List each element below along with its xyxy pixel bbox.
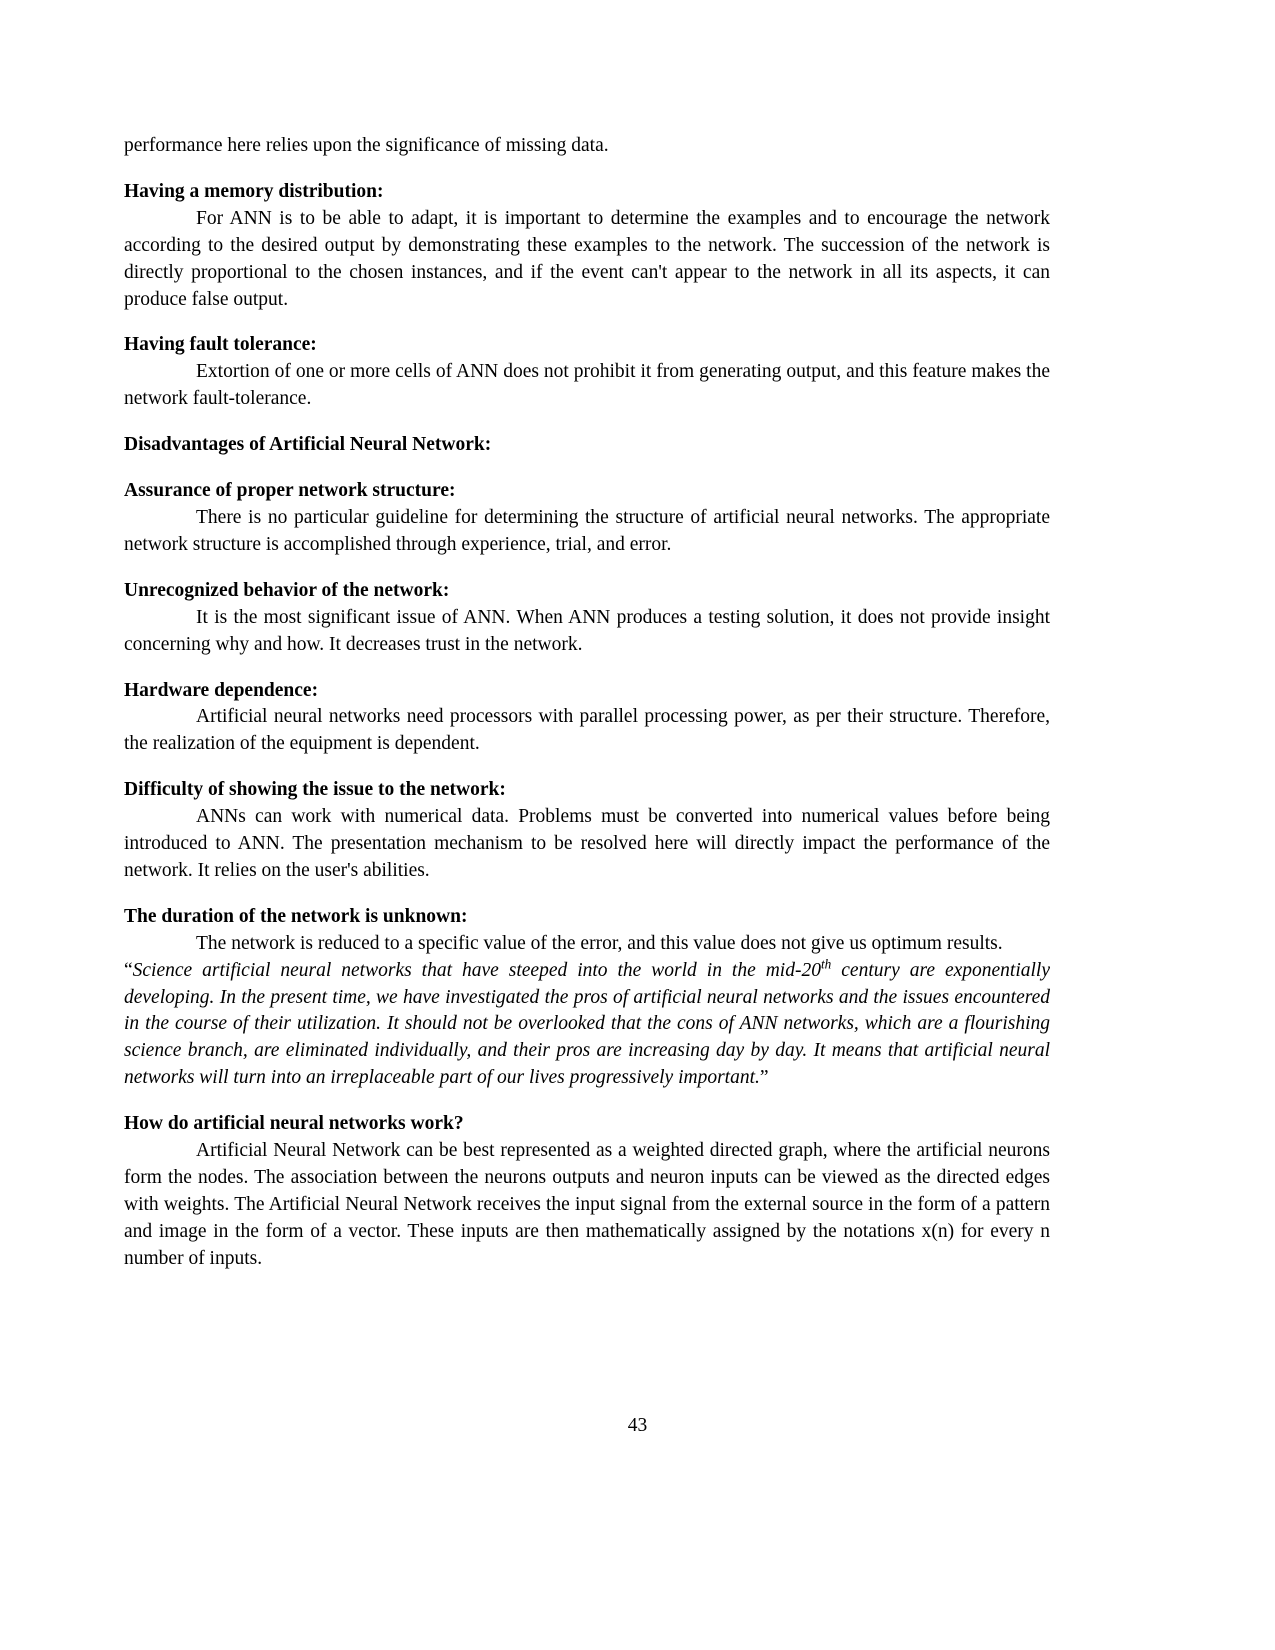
section-body: The network is reduced to a specific value of the error, and this value does not give us optimum results. (196, 932, 1003, 954)
section-heading: Assurance of proper network structure: (124, 480, 456, 502)
section-heading: Having a memory distribution: (124, 180, 384, 202)
quote-part1: Science artificial neural networks that have steeped into the world in the mid-20 (132, 959, 821, 981)
disadvantage-network-structure (124, 478, 1050, 559)
disadvantage-showing-issue (124, 777, 1050, 885)
section-body: Artificial Neural Network can be best represented as a weighted directed graph, where the artificial neurons form the nodes. The association between the neurons outputs and neuron inputs can be viewed as the directed edges with weights. The Artificial Neural Network receives the input signal from the external source in the form of a pattern and image in the form of a vector. These inputs are then mathematically assigned by the notations x(n) for every n number of inputs. (124, 1140, 1050, 1269)
page-content (124, 133, 1050, 1292)
section-body: For ANN is to be able to adapt, it is important to determine the examples and to encourage the network according to the desired output by demonstrating these examples to the network. The succession of the network is directly proportional to the chosen instances, and if the event can't appear to the network in all its aspects, it can produce false output. (124, 207, 1050, 310)
section-heading: Hardware dependence: (124, 679, 319, 701)
quote-part2: century are exponentially developing. In the present time, we have investigated the pros of artificial neural networks and the issues encountered in the course of their utilization. It should not be overlooked that the cons of ANN networks, which are a flourishing science branch, are eliminated individually, and their pros are increasing day by day. It means that artificial neural networks will turn into an irreplaceable part of our lives progressively important. (124, 959, 1050, 1089)
section-body: There is no particular guideline for determining the structure of artificial neural networks. The appropriate network structure is accomplished through experience, trial, and error. (124, 506, 1050, 555)
disadvantage-duration-unknown (124, 904, 1050, 1092)
section-how-ann-works (124, 1111, 1050, 1272)
section-heading: The duration of the network is unknown: (124, 905, 468, 927)
quote-close-mark: ” (759, 1067, 769, 1089)
section-heading: Difficulty of showing the issue to the network: (124, 779, 506, 801)
disadvantages-title: Disadvantages of Artificial Neural Network: (124, 434, 492, 456)
section-body: Artificial neural networks need processors with parallel processing power, as per their structure. Therefore, the realization of the equipment is dependent. (124, 706, 1050, 755)
section-body: ANNs can work with numerical data. Problems must be converted into numerical values before being introduced to ANN. The presentation mechanism to be resolved here will directly impact the performance of the network. It relies on the user's abilities. (124, 806, 1050, 881)
opening-paragraph: performance here relies upon the significance of missing data. (124, 135, 609, 156)
section-heading: Having fault tolerance: (124, 334, 317, 356)
quote-superscript: th (820, 956, 832, 972)
disadvantage-unrecognized-behavior (124, 578, 1050, 659)
section-body: It is the most significant issue of ANN. When ANN produces a testing solution, it does not provide insight concerning why and how. It decreases trust in the network. (124, 606, 1050, 655)
section-heading: Unrecognized behavior of the network: (124, 579, 450, 601)
section-heading: How do artificial neural networks work? (124, 1113, 464, 1135)
section-body: Extortion of one or more cells of ANN does not prohibit it from generating output, and this feature makes the network fault-tolerance. (124, 361, 1050, 410)
section-memory-distribution (124, 179, 1050, 314)
page-number: 43 (627, 1415, 648, 1436)
closing-quote (124, 958, 1050, 1093)
quote-open-mark: “ (124, 959, 133, 981)
disadvantage-hardware-dependence (124, 678, 1050, 759)
section-fault-tolerance (124, 332, 1050, 413)
